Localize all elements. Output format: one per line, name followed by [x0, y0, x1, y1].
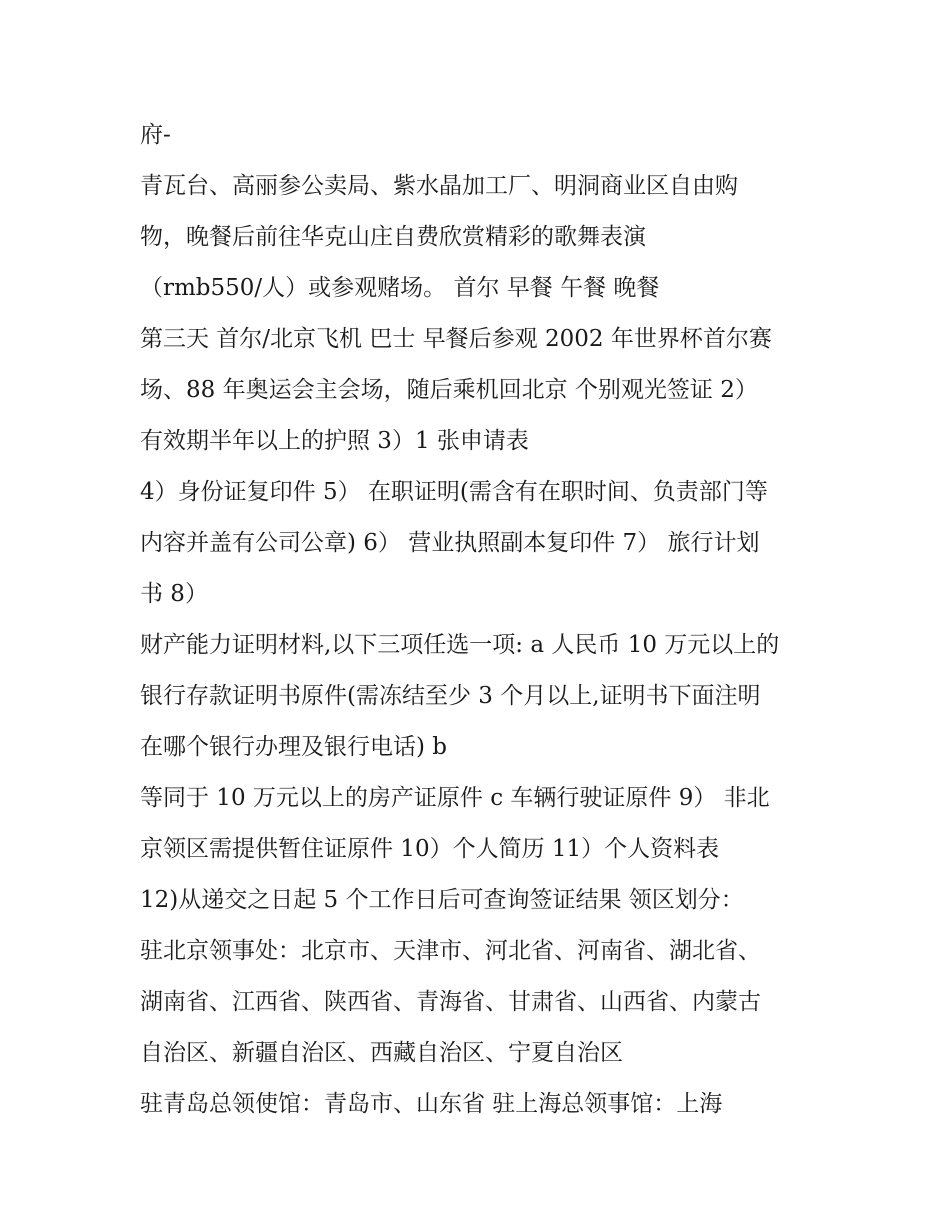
- text-line-5: 第三天 首尔/北京飞机 巴士 早餐后参观 2002 年世界杯首尔赛: [140, 326, 772, 352]
- text-line-12: 银行存款证明书原件(需冻结至少 3 个月以上,证明书下面注明: [140, 683, 761, 709]
- text-line-14: 等同于 10 万元以上的房产证原件 c 车辆行驶证原件 9） 非北: [140, 785, 770, 811]
- text-line-7: 有效期半年以上的护照 3）1 张申请表: [140, 428, 529, 454]
- text-line-8: 4）身份证复印件 5） 在职证明(需含有在职时间、负责部门等: [140, 479, 768, 505]
- text-line-3: 物，晚餐后前往华克山庄自费欣赏精彩的歌舞表演: [140, 224, 646, 250]
- text-line-11: 财产能力证明材料,以下三项任选一项: a 人民币 10 万元以上的: [140, 632, 780, 658]
- text-line-4: （rmb550/人）或参观赌场。 首尔 早餐 午餐 晚餐: [140, 275, 660, 301]
- text-line-16: 12)从递交之日起 5 个工作日后可查询签证结果 领区划分：: [140, 887, 744, 913]
- text-line-20: 驻青岛总领使馆：青岛市、山东省 驻上海总领事馆：上海: [140, 1091, 723, 1117]
- text-line-13: 在哪个银行办理及银行电话) b: [140, 734, 448, 760]
- text-line-1: 府-: [140, 122, 171, 148]
- text-line-2: 青瓦台、高丽参公卖局、紫水晶加工厂、明洞商业区自由购: [140, 173, 738, 199]
- document-body: [140, 110, 820, 1130]
- text-line-10: 书 8）: [140, 581, 208, 607]
- text-line-15: 京领区需提供暂住证原件 10）个人简历 11）个人资料表: [140, 836, 720, 862]
- text-line-6: 场、88 年奥运会主会场，随后乘机回北京 个别观光签证 2）: [140, 377, 758, 403]
- text-line-17: 驻北京领事处：北京市、天津市、河北省、河南省、湖北省、: [140, 938, 761, 964]
- text-line-9: 内容并盖有公司公章) 6） 营业执照副本复印件 7） 旅行计划: [140, 530, 760, 556]
- text-line-19: 自治区、新疆自治区、西藏自治区、宁夏自治区: [140, 1040, 623, 1066]
- text-line-18: 湖南省、江西省、陕西省、青海省、甘肃省、山西省、内蒙古: [140, 989, 761, 1015]
